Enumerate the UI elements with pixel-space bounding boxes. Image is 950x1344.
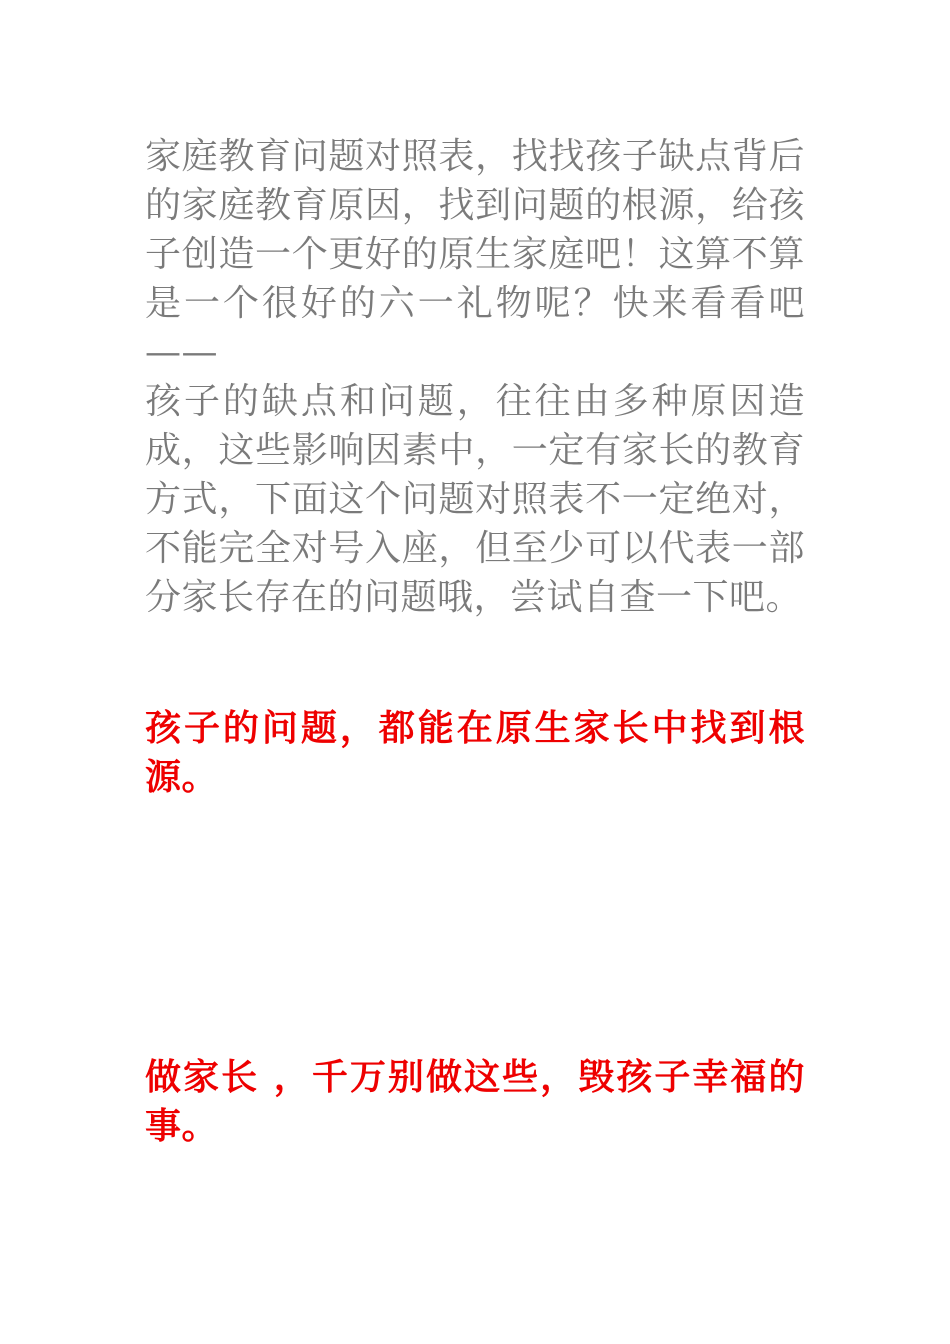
headline-parent-warning: 做家长 ，千万别做这些，毁孩子幸福的事。 xyxy=(145,1056,805,1147)
intro-paragraph-1: 家庭教育问题对照表，找找孩子缺点背后的家庭教育原因，找到问题的根源，给孩子创造一个更好的原生家庭吧！这算不算是一个很好的六一礼物呢？快来看看吧—— xyxy=(145,136,805,373)
intro-paragraph-2: 孩子的缺点和问题，往往由多种原因造成，这些影响因素中，一定有家长的教育方式，下面这个问题对照表不一定绝对，不能完全对号入座，但至少可以代表一部分家长存在的问题哦，尝试自查一下吧。 xyxy=(145,381,805,618)
headline-problem-root: 孩子的问题，都能在原生家长中找到根源。 xyxy=(145,707,805,798)
intro-section xyxy=(145,132,805,622)
